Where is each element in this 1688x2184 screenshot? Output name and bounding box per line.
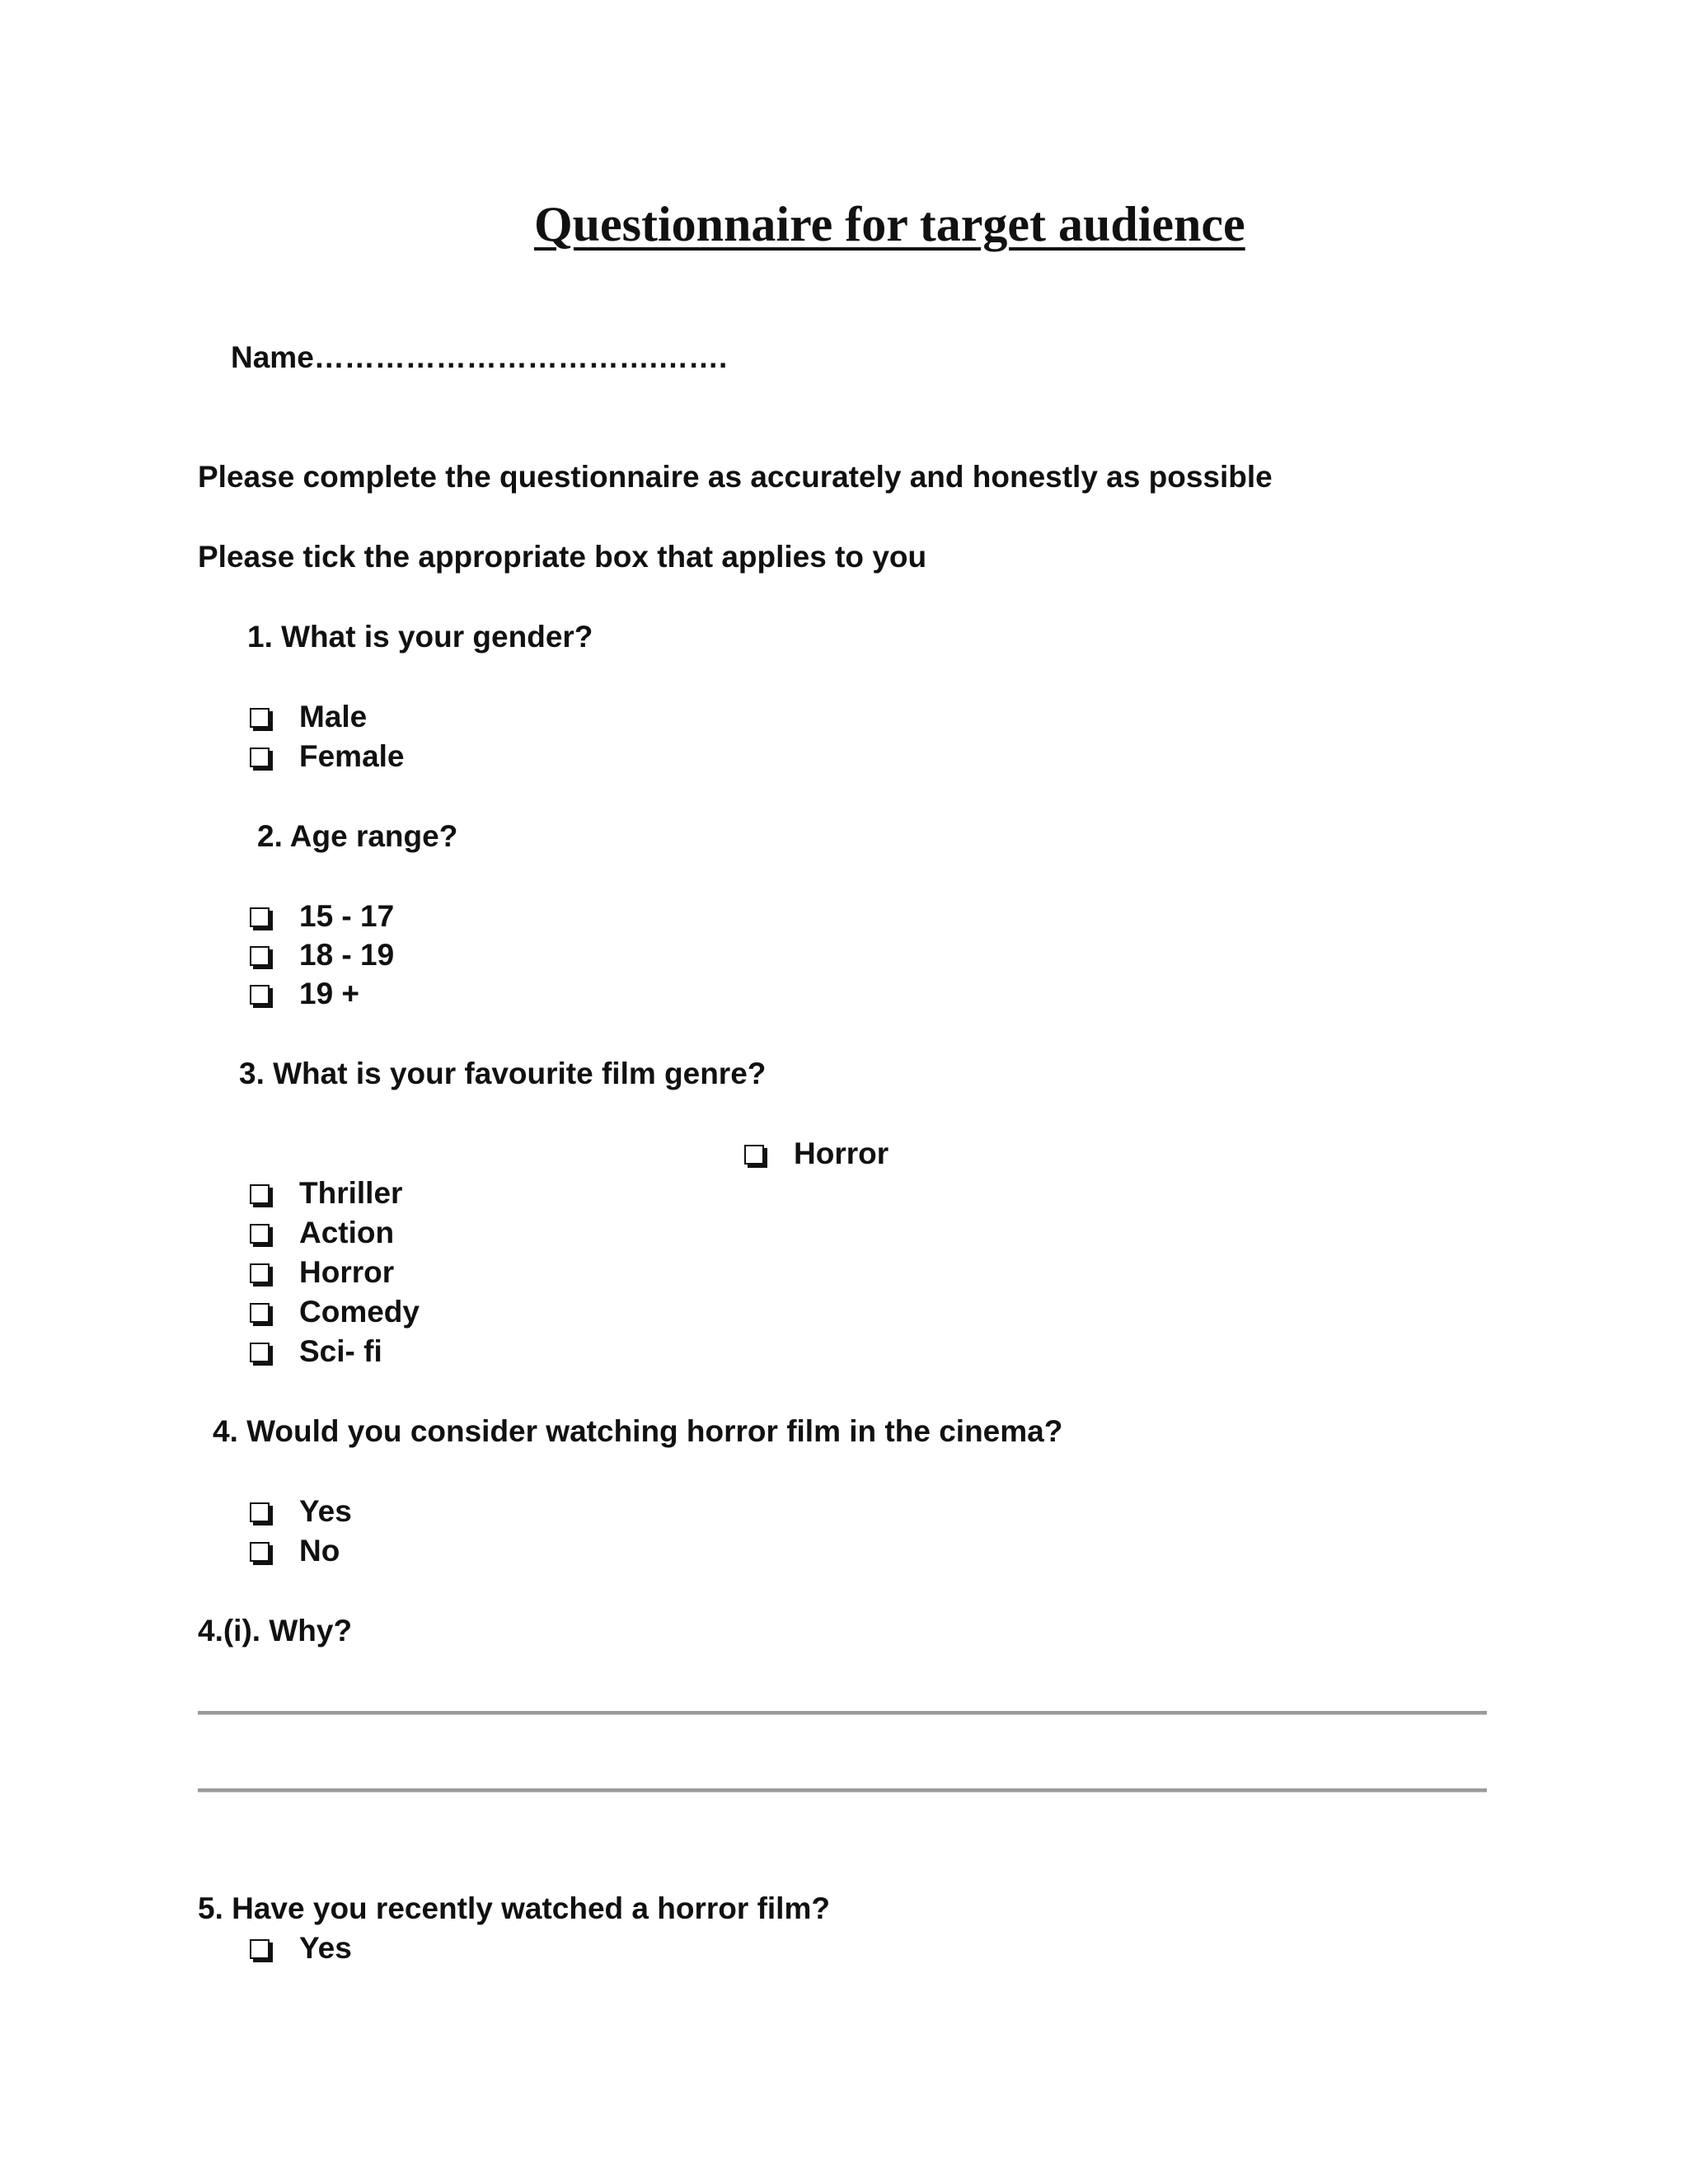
option-female[interactable] xyxy=(250,737,405,776)
option-label: Horror xyxy=(794,1137,889,1170)
checkbox[interactable] xyxy=(250,907,270,927)
option-label: 18 - 19 xyxy=(299,938,395,972)
checkbox[interactable] xyxy=(250,708,270,728)
option-no[interactable] xyxy=(250,1531,340,1571)
option-q5-yes[interactable] xyxy=(250,1929,352,1968)
option-label: Thriller xyxy=(299,1176,403,1210)
option-thriller[interactable] xyxy=(250,1174,402,1213)
option-action[interactable] xyxy=(250,1213,394,1253)
checkbox[interactable] xyxy=(250,1224,270,1244)
option-label: Horror xyxy=(299,1255,395,1289)
option-label: Female xyxy=(299,739,405,773)
question-4i: 4.(i). Why? xyxy=(198,1614,353,1647)
option-label: Sci- fi xyxy=(299,1334,382,1368)
page-title: Questionnaire for target audience xyxy=(534,197,1245,251)
checkbox[interactable] xyxy=(250,1263,270,1283)
option-label: Comedy xyxy=(299,1295,420,1329)
question-3: 3. What is your favourite film genre? xyxy=(239,1057,767,1090)
option-age-19-plus[interactable] xyxy=(250,974,359,1014)
answer-line-1[interactable] xyxy=(198,1711,1487,1715)
question-2: 2. Age range? xyxy=(257,819,458,853)
option-label: Yes xyxy=(299,1494,352,1528)
instruction-accuracy: Please complete the questionnaire as accurately and honestly as possible xyxy=(198,460,1273,494)
checkbox[interactable] xyxy=(250,748,270,767)
option-yes[interactable] xyxy=(250,1492,352,1531)
option-sci-fi[interactable] xyxy=(250,1332,382,1371)
option-horror[interactable] xyxy=(250,1253,394,1292)
question-4: 4. Would you consider watching horror film in the cinema? xyxy=(213,1414,1063,1448)
option-label: No xyxy=(299,1534,340,1568)
checkbox[interactable] xyxy=(250,1303,270,1323)
option-comedy[interactable] xyxy=(250,1292,420,1332)
option-label: 19 + xyxy=(299,977,360,1010)
option-label: Action xyxy=(299,1216,395,1249)
option-label: 15 - 17 xyxy=(299,899,395,933)
question-5: 5. Have you recently watched a horror film? xyxy=(198,1891,830,1925)
question-1: 1. What is your gender? xyxy=(247,620,593,654)
name-field-label[interactable]: Name…………………………….……. xyxy=(231,340,728,374)
checkbox[interactable] xyxy=(250,1184,270,1204)
option-age-18-19[interactable] xyxy=(250,935,394,975)
checkbox[interactable] xyxy=(250,1939,270,1959)
checkbox[interactable] xyxy=(250,1502,270,1522)
checkbox[interactable] xyxy=(250,1542,270,1562)
option-age-15-17[interactable] xyxy=(250,897,394,936)
answer-line-2[interactable] xyxy=(198,1788,1487,1793)
checkbox[interactable] xyxy=(250,946,270,966)
checkbox[interactable] xyxy=(744,1145,764,1165)
checkbox[interactable] xyxy=(250,985,270,1005)
instruction-tick: Please tick the appropriate box that applies to you xyxy=(198,540,927,574)
option-label: Yes xyxy=(299,1931,352,1965)
option-horror-stray[interactable] xyxy=(744,1134,889,1174)
option-label: Male xyxy=(299,700,368,733)
option-male[interactable] xyxy=(250,697,367,737)
checkbox[interactable] xyxy=(250,1343,270,1362)
